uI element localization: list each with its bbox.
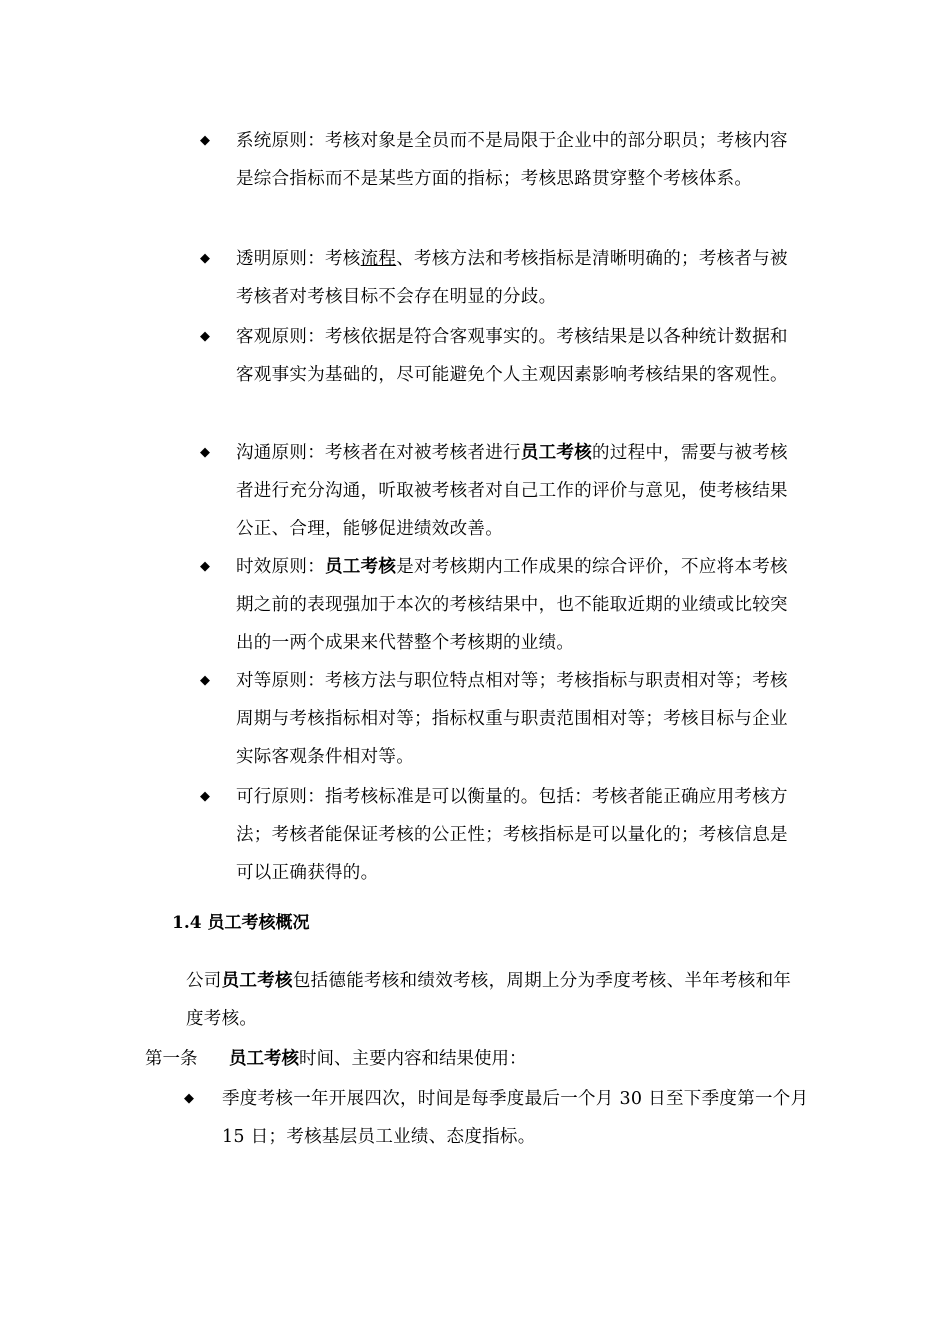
principle-label: 对等原则： xyxy=(236,671,325,691)
intro-bold-term: 员工考核 xyxy=(221,971,293,991)
article-rest: 时间、主要内容和结果使用： xyxy=(299,1049,527,1069)
principle-label: 透明原则： xyxy=(236,249,325,269)
underlined-term: 流程 xyxy=(360,249,397,269)
principle-text-part: 考核方法与职位特点相对等；考核指标与职责相对等；考核周期与考核指标相对等；指标权重与职责范围相对等；考核目标与企业实际客观条件相对等。 xyxy=(236,671,788,767)
section-heading: 1.4 员工考核概况 xyxy=(172,913,310,933)
article-line xyxy=(145,1040,805,1078)
diamond-bullet-icon: ◆ xyxy=(200,133,210,148)
principle-label: 客观原则： xyxy=(236,327,325,347)
sub-item-text: 季度考核一年开展四次，时间是每季度最后一个月 30 日至下季度第一个月 15 日；考核基层员工业绩、态度指标。 xyxy=(222,1089,809,1147)
principle-text-part: 考核依据是符合客观事实的。考核结果是以各种统计数据和客观事实为基础的，尽可能避免个人主观因素影响考核结果的客观性。 xyxy=(236,327,788,385)
diamond-bullet-icon: ◆ xyxy=(200,329,210,344)
principle-text-part: 是对考核期内工作成果的综合评价，不应将本考核期之前的表现强加于本次的考核结果中，也不能取近期的业绩或比较突出的一两个成果来代替整个考核期的业绩。 xyxy=(236,557,788,653)
principle-label: 沟通原则： xyxy=(236,443,325,463)
principle-text xyxy=(236,662,796,776)
diamond-bullet-icon: ◆ xyxy=(200,559,210,574)
principle-text-part: 的过程中，需要与被考核者进行充分沟通，听取被考核者对自己工作的评价与意见，使考核结果公正、合理，能够促进绩效改善。 xyxy=(236,443,788,539)
principle-text-part: 考核者在对被考核者进行 xyxy=(325,443,521,463)
bold-term: 员工考核 xyxy=(520,443,593,463)
principle-text xyxy=(236,778,796,892)
diamond-bullet-icon: ◆ xyxy=(200,251,210,266)
principle-text xyxy=(236,548,796,662)
principle-label: 可行原则： xyxy=(236,787,325,807)
diamond-bullet-icon: ◆ xyxy=(200,445,210,460)
principle-text xyxy=(236,240,796,316)
intro-prefix: 公司 xyxy=(186,971,222,991)
principle-label: 系统原则： xyxy=(236,131,325,151)
diamond-bullet-icon: ◆ xyxy=(184,1091,194,1106)
diamond-bullet-icon: ◆ xyxy=(200,673,210,688)
principle-text-part: 指考核标准是可以衡量的。包括：考核者能正确应用考核方法；考核者能保证考核的公正性；考核指标是可以量化的；考核信息是可以正确获得的。 xyxy=(236,787,788,883)
article-bold-term: 员工考核 xyxy=(229,1049,299,1069)
principle-text-part: 、考核方法和考核指标是清晰明确的；考核者与被考核者对考核目标不会存在明显的分歧。 xyxy=(236,249,788,307)
intro-paragraph xyxy=(186,962,806,1038)
principle-text xyxy=(236,434,796,548)
principle-text xyxy=(236,122,796,198)
principle-text xyxy=(236,318,796,394)
principle-text-part: 考核 xyxy=(325,249,361,269)
article-number: 第一条 xyxy=(145,1049,198,1069)
principle-label: 时效原则： xyxy=(236,557,325,577)
bold-term: 员工考核 xyxy=(325,557,397,577)
diamond-bullet-icon: ◆ xyxy=(200,789,210,804)
principle-text-part: 考核对象是全员而不是局限于企业中的部分职员；考核内容是综合指标而不是某些方面的指标；考核思路贯穿整个考核体系。 xyxy=(236,131,788,189)
intro-rest: 包括德能考核和绩效考核，周期上分为季度考核、半年考核和年度考核。 xyxy=(186,971,792,1029)
